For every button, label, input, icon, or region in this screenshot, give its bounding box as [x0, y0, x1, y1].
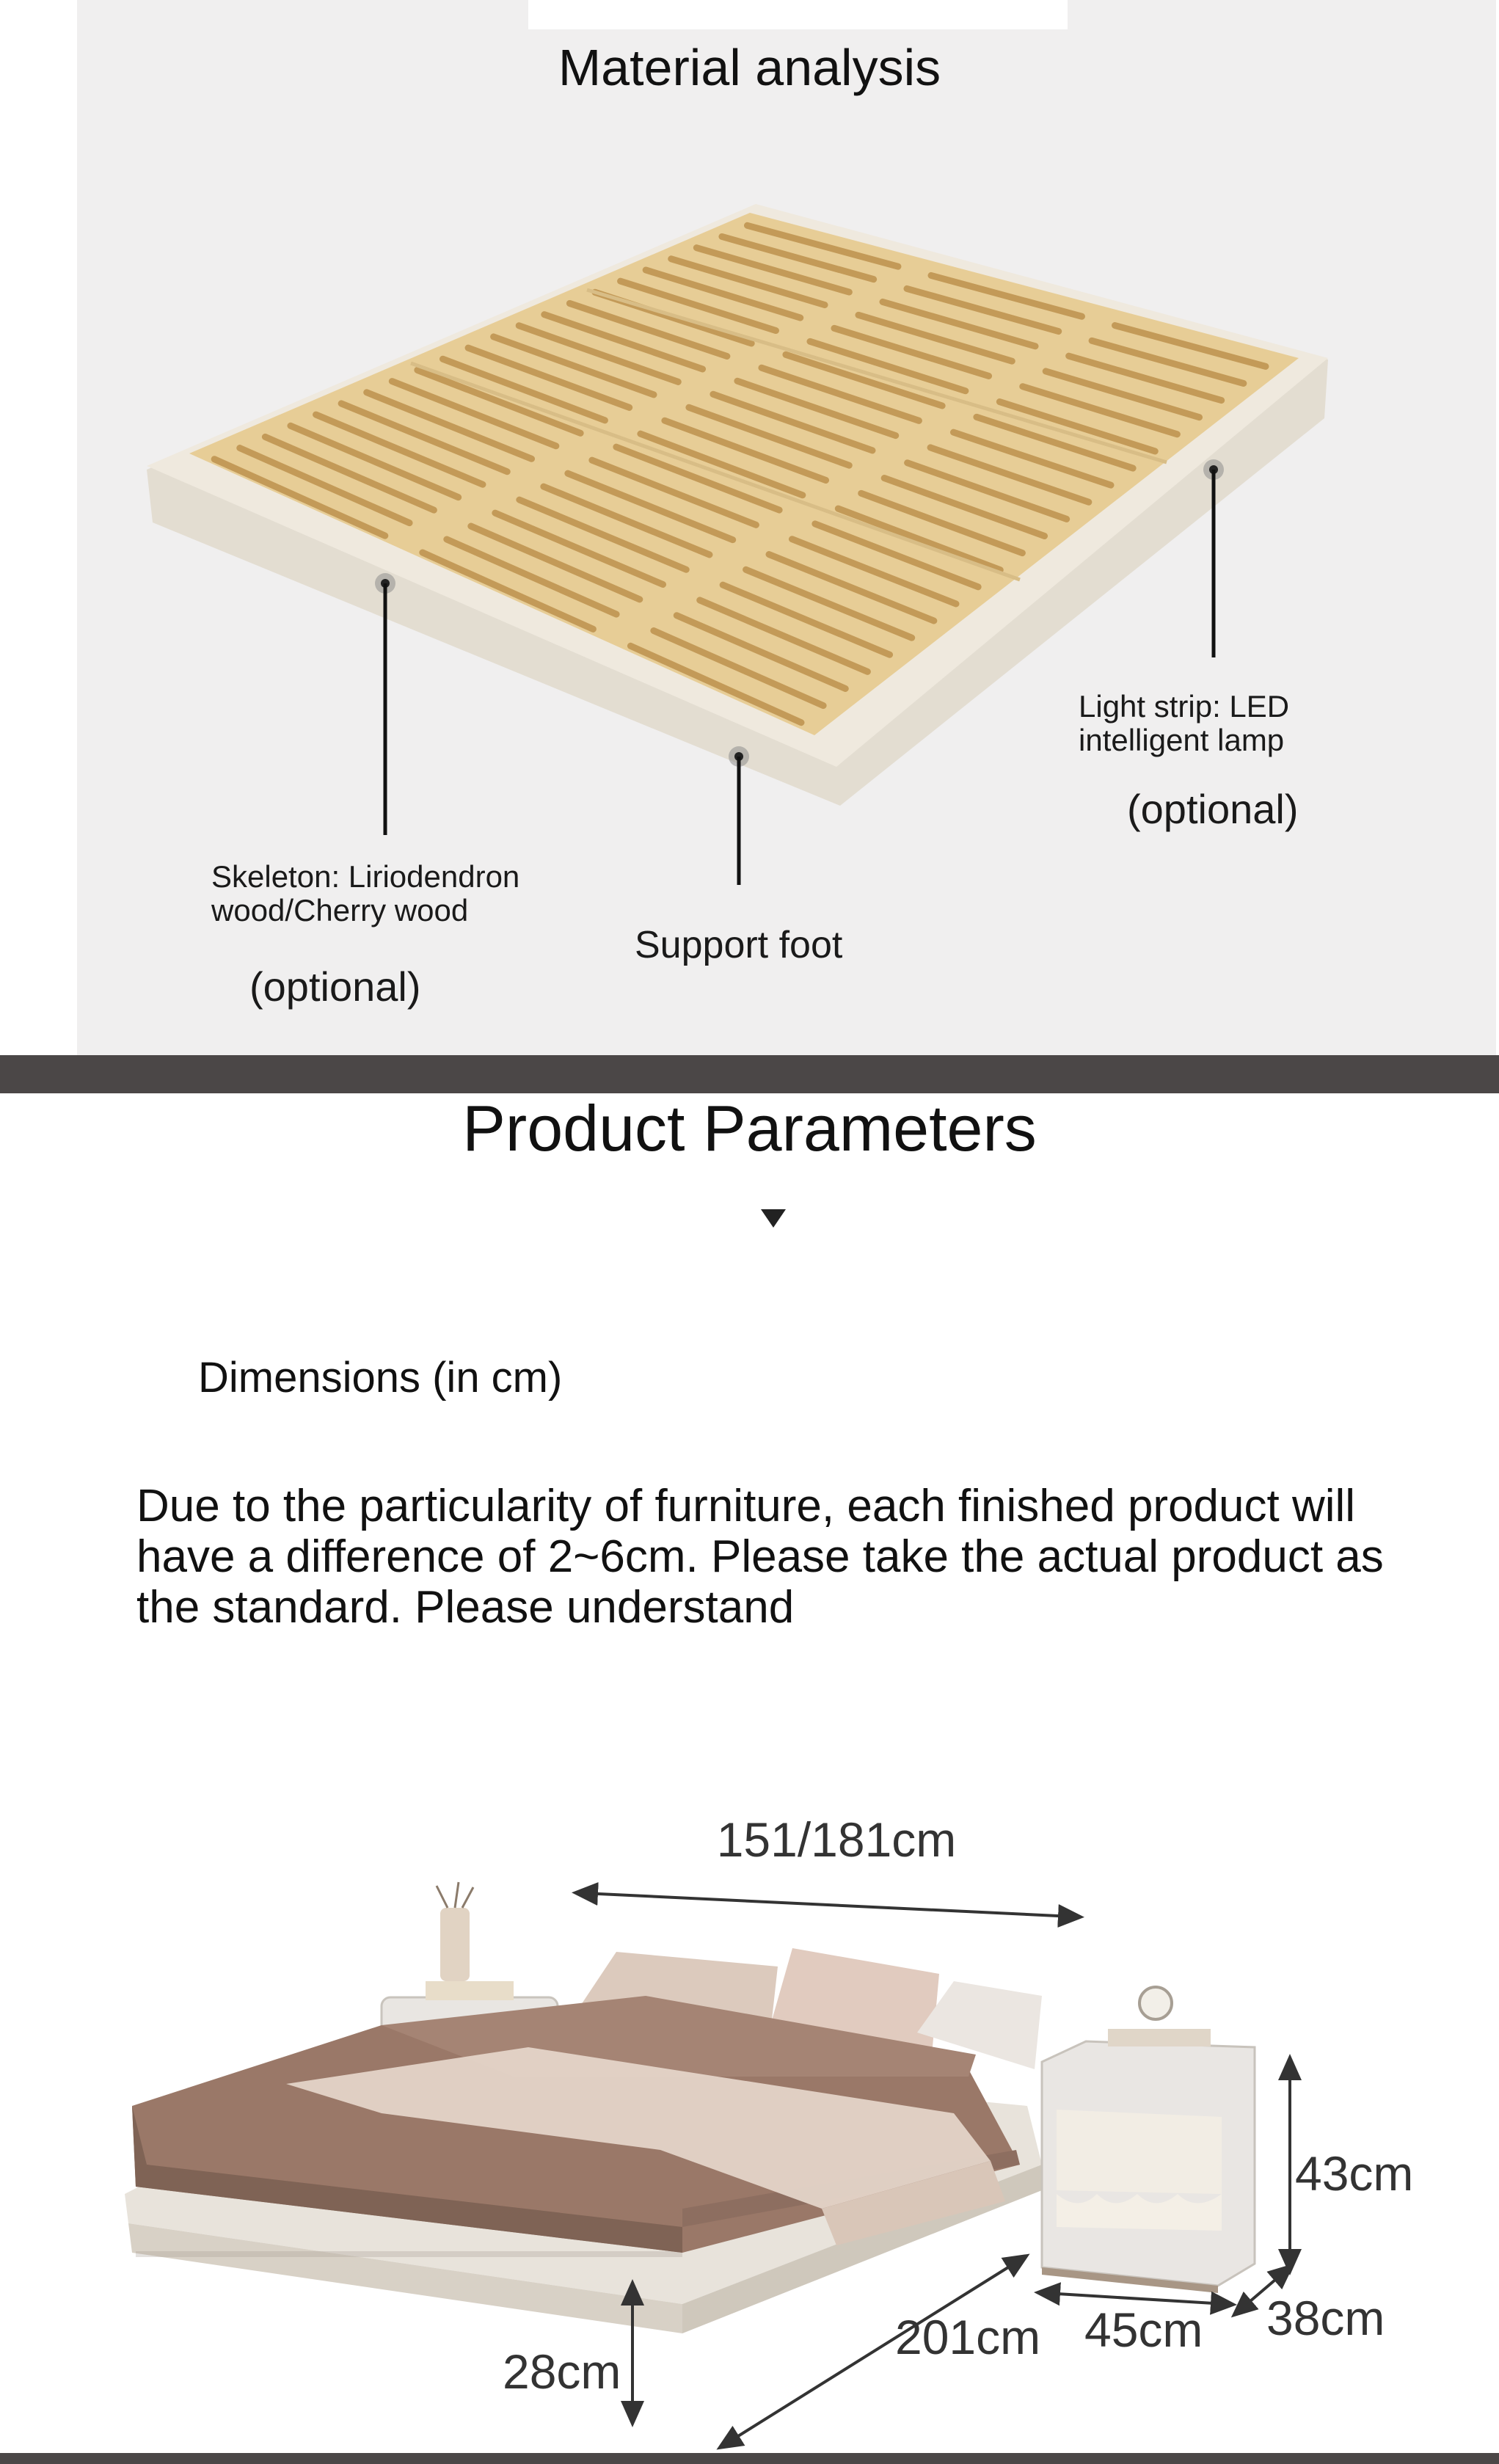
- disclaimer-text: Due to the particularity of furniture, each finished product will have a difference of 2~6cm. Please take the actual product as the standard. Please understand: [136, 1481, 1384, 1633]
- parameters-title: Product Parameters: [462, 1092, 1037, 1164]
- light-optional: (optional): [1127, 786, 1299, 832]
- section-divider: [0, 1055, 1499, 1093]
- skeleton-optional: (optional): [249, 963, 421, 1010]
- light-label-line1: Light strip: LED: [1079, 689, 1290, 723]
- nightstand-width-label: 45cm: [1084, 2303, 1203, 2357]
- bed-dimension-illustration: [0, 1761, 1499, 2464]
- clock-icon: [1139, 1987, 1172, 2019]
- bottom-divider: [0, 2453, 1499, 2464]
- skeleton-label-line2: wood/Cherry wood: [211, 893, 469, 927]
- nightstand-depth-label: 38cm: [1266, 2291, 1385, 2345]
- down-arrow-icon: [761, 1209, 786, 1228]
- width-arrow: [583, 1893, 1073, 1917]
- nightstand-height-label: 43cm: [1295, 2146, 1414, 2201]
- support-foot-label: Support foot: [635, 924, 843, 966]
- dimensions-label: Dimensions (in cm): [198, 1354, 563, 1402]
- diffuser-bottle: [440, 1908, 470, 1981]
- material-title: Material analysis: [558, 39, 941, 96]
- bed-height-label: 28cm: [503, 2344, 621, 2399]
- light-strip-label: [1079, 690, 1289, 757]
- skeleton-callout-label: [211, 860, 519, 927]
- skeleton-label-line1: Skeleton: Liriodendron: [211, 859, 520, 894]
- light-label-line2: intelligent lamp: [1079, 723, 1285, 757]
- length-label: 201cm: [895, 2310, 1041, 2364]
- right-nightstand: [1042, 1987, 1255, 2293]
- width-label: 151/181cm: [716, 1812, 957, 1867]
